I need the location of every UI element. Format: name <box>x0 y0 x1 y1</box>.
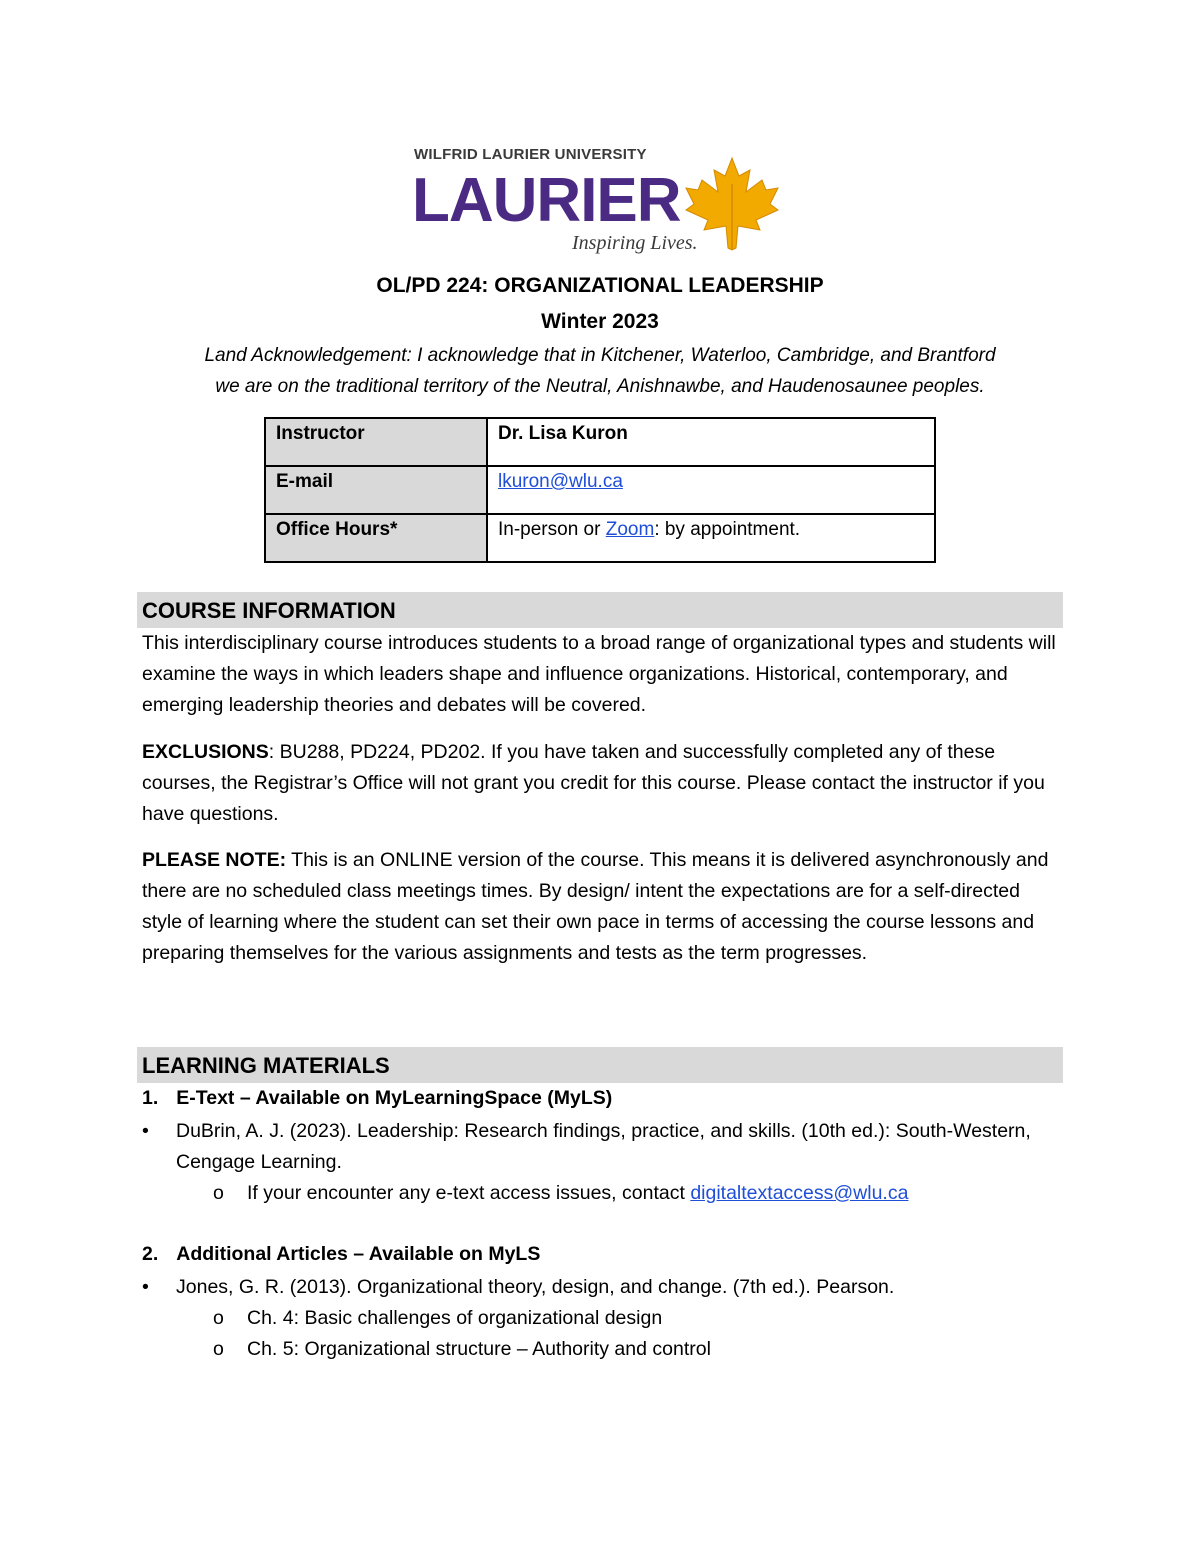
item-2-title: Additional Articles – Available on MyLS <box>176 1243 541 1265</box>
sub-bullet-icon: o <box>213 1182 224 1204</box>
zoom-link[interactable]: Zoom <box>605 519 655 540</box>
digitaltextaccess-link[interactable]: digitaltextaccess@wlu.ca <box>690 1182 909 1204</box>
please-note-paragraph: PLEASE NOTE: This is an ONLINE version of the course. This means it is delivered asynchronously and there are no scheduled class meetings times. By design/ intent the expectations are for a self-directed style of learning where the student can set their own pace in terms of accessing the course lessons and preparing themselves for the various assignments and tests as the term progresses. <box>142 849 1049 964</box>
email-row <box>265 466 935 514</box>
bullet-icon: • <box>142 1276 149 1298</box>
bullet-icon: • <box>142 1120 149 1142</box>
email-link[interactable]: lkuron@wlu.ca <box>498 471 623 492</box>
instructor-info-table <box>264 417 936 563</box>
materials-bullet-1: • DuBrin, A. J. (2023). Leadership: Research findings, practice, and skills. (10th ed.): South-Western, Cengage Learning. <box>142 1116 1052 1178</box>
materials-item-2: 2. Additional Articles – Available on MyLS <box>142 1243 541 1265</box>
instructor-row <box>265 418 935 466</box>
course-term: Winter 2023 <box>541 310 659 333</box>
land-ack-line-2: we are on the traditional territory of the Neutral, Anishnawbe, and Haudenosaunee peoples. <box>215 376 985 397</box>
materials-bullet-2: • Jones, G. R. (2013). Organizational theory, design, and change. (7th ed.). Pearson. <box>142 1272 1052 1303</box>
sub-bullet-icon: o <box>213 1338 224 1360</box>
materials-sub-2a: o Ch. 4: Basic challenges of organizational design <box>213 1303 662 1334</box>
logo-tagline: Inspiring Lives. <box>572 232 698 254</box>
materials-sub-1: o If your encounter any e-text access issues, contact digitaltextaccess@wlu.ca <box>213 1178 908 1209</box>
office-hours-value: In-person or Zoom: by appointment. <box>487 514 935 562</box>
instructor-label: Instructor <box>265 418 487 466</box>
email-label: E-mail <box>265 466 487 514</box>
exclusions-label: EXCLUSIONS <box>142 741 269 763</box>
course-title: OL/PD 224: ORGANIZATIONAL LEADERSHIP <box>376 274 824 297</box>
exclusions-paragraph: EXCLUSIONS: BU288, PD224, PD202. If you have taken and successfully completed any of these courses, the Registrar’s Office will not grant you credit for this course. Please contact the instructor if you have questions. <box>142 741 1045 825</box>
materials-sub-2b: o Ch. 5: Organizational structure – Authority and control <box>213 1334 711 1365</box>
materials-item-1: 1. E-Text – Available on MyLearningSpace (MyLS) <box>142 1087 613 1109</box>
office-hours-label: Office Hours* <box>265 514 487 562</box>
course-intro-paragraph: This interdisciplinary course introduces students to a broad range of organizational types and students will examine the ways in which leaders shape and influence organizations. Historical, contemporary, and emerging leadership theories and debates will be covered. <box>142 632 1056 716</box>
logo-wordmark: LAURIER <box>412 166 681 235</box>
please-note-label: PLEASE NOTE: <box>142 849 287 871</box>
office-hours-row <box>265 514 935 562</box>
sub-bullet-icon: o <box>213 1307 224 1329</box>
land-ack-line-1: Land Acknowledgement: I acknowledge that in Kitchener, Waterloo, Cambridge, and Brantford <box>204 345 996 366</box>
laurier-logo <box>412 140 772 260</box>
course-information-heading: COURSE INFORMATION <box>137 592 1063 628</box>
land-acknowledgement <box>0 340 1200 402</box>
item-1-title: E-Text – Available on MyLearningSpace (MyLS) <box>176 1087 613 1109</box>
logo-university-name: WILFRID LAURIER UNIVERSITY <box>414 146 647 163</box>
learning-materials-heading: LEARNING MATERIALS <box>137 1047 1063 1083</box>
instructor-value: Dr. Lisa Kuron <box>487 418 935 466</box>
